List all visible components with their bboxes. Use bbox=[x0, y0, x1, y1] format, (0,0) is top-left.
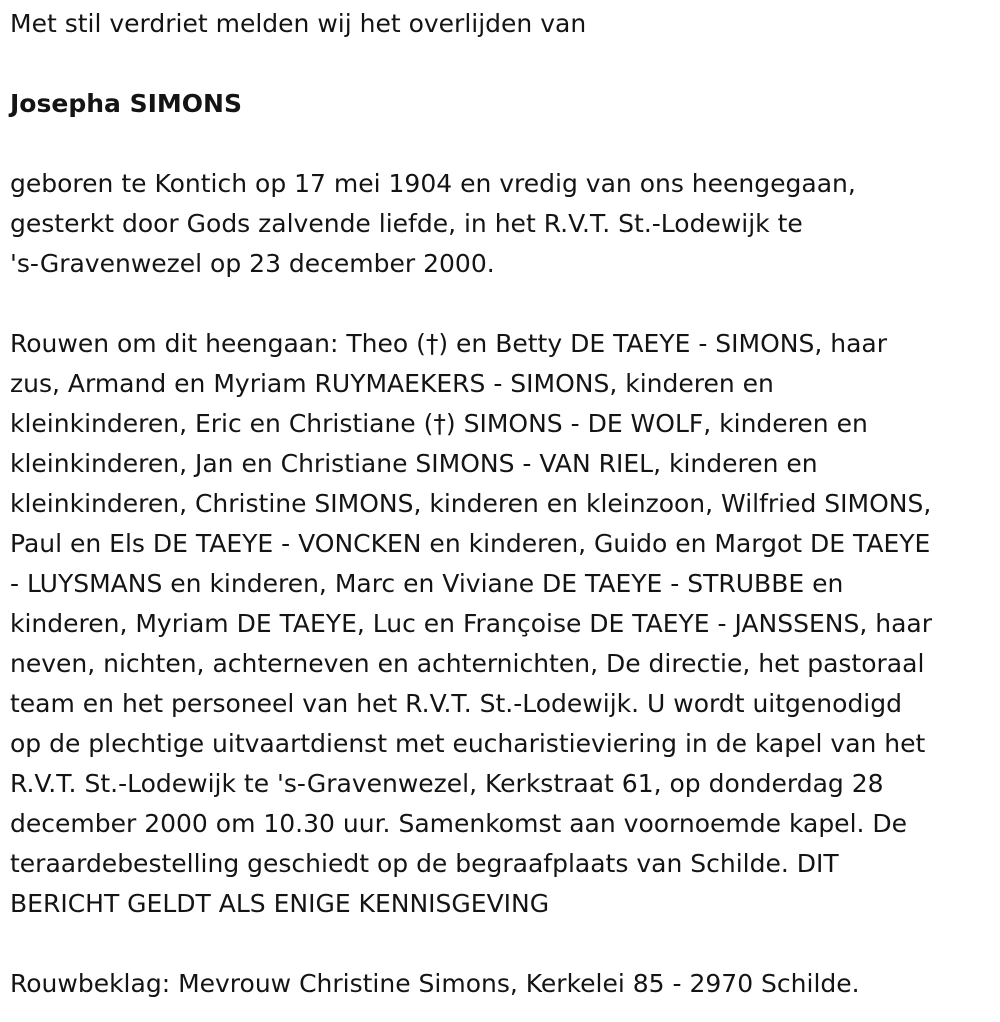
text-line: 's-Gravenwezel op 23 december 2000. bbox=[10, 249, 495, 278]
text-line: R.V.T. St.-Lodewijk te 's-Gravenwezel, Kerkstraat 61, op donderdag 28 bbox=[10, 769, 884, 798]
text-line: gesterkt door Gods zalvende liefde, in het R.V.T. St.-Lodewijk te bbox=[10, 209, 803, 238]
spacer bbox=[10, 124, 990, 164]
text-line: kleinkinderen, Jan en Christiane SIMONS - VAN RIEL, kinderen en bbox=[10, 449, 818, 478]
text-line: kleinkinderen, Christine SIMONS, kinderen en kleinzoon, Wilfried SIMONS, bbox=[10, 489, 932, 518]
text-line: december 2000 om 10.30 uur. Samenkomst aan voornoemde kapel. De bbox=[10, 809, 908, 838]
spacer bbox=[10, 924, 990, 964]
text-line: BERICHT GELDT ALS ENIGE KENNISGEVING bbox=[10, 889, 550, 918]
spacer bbox=[10, 284, 990, 324]
birth-death-paragraph bbox=[10, 164, 990, 284]
intro-line: Met stil verdriet melden wij het overlijden van bbox=[10, 9, 587, 38]
text-line: Paul en Els DE TAEYE - VONCKEN en kinderen, Guido en Margot DE TAEYE bbox=[10, 529, 931, 558]
text-line: neven, nichten, achterneven en achternichten, De directie, het pastoraal bbox=[10, 649, 925, 678]
text-line: kleinkinderen, Eric en Christiane (†) SIMONS - DE WOLF, kinderen en bbox=[10, 409, 868, 438]
deceased-name: Josepha SIMONS bbox=[10, 89, 242, 118]
text-line: op de plechtige uitvaartdienst met eucharistieviering in de kapel van het bbox=[10, 729, 926, 758]
text-line: - LUYSMANS en kinderen, Marc en Viviane DE TAEYE - STRUBBE en bbox=[10, 569, 844, 598]
text-line: geboren te Kontich op 17 mei 1904 en vredig van ons heengegaan, bbox=[10, 169, 856, 198]
spacer bbox=[10, 44, 990, 84]
text-line: teraardebestelling geschiedt op de begraafplaats van Schilde. DIT bbox=[10, 849, 839, 878]
text-line: zus, Armand en Myriam RUYMAEKERS - SIMONS, kinderen en bbox=[10, 369, 774, 398]
text-line: Rouwen om dit heengaan: Theo (†) en Betty DE TAEYE - SIMONS, haar bbox=[10, 329, 888, 358]
text-line: kinderen, Myriam DE TAEYE, Luc en Françoise DE TAEYE - JANSSENS, haar bbox=[10, 609, 932, 638]
condolence-line: Rouwbeklag: Mevrouw Christine Simons, Kerkelei 85 - 2970 Schilde. bbox=[10, 969, 860, 998]
obituary-notice bbox=[10, 4, 990, 1004]
mourners-paragraph bbox=[10, 324, 990, 924]
text-line: team en het personeel van het R.V.T. St.-Lodewijk. U wordt uitgenodigd bbox=[10, 689, 902, 718]
